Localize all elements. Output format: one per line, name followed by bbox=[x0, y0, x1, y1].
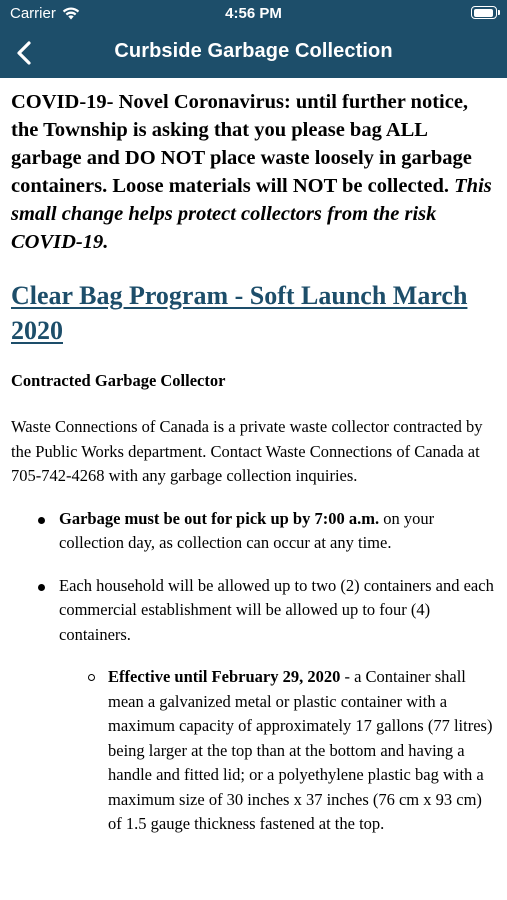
collector-paragraph: Waste Connections of Canada is a private waste collector contracted by the Public Works department. Contact Waste Connections of Canada at 705-742-4268 with any garbage collection inquiries. bbox=[11, 417, 483, 485]
list-item-text: Each household will be allowed up to two (2) containers and each commercial establishment will be allowed up to four (4) containers. bbox=[59, 575, 494, 644]
list-item bbox=[11, 507, 499, 556]
container-definition-list bbox=[11, 665, 499, 837]
status-bar bbox=[0, 0, 507, 28]
article-content bbox=[11, 88, 499, 837]
sub-list-item-bold: Effective until February 29, 2020 bbox=[108, 667, 341, 686]
sub-list-item-text: - a Container shall mean a galvanized metal or plastic container with a maximum capacity of approximately 17 gallons (77 litres) being larger at the top than at the bottom and having a handle and fitted lid; or a polyethylene plastic bag with a maximum size of 30 inches x 37 inches (76 cm x 93 cm) of 1.5 gauge thickness fastened at the top. bbox=[108, 667, 493, 833]
list-item-bold: Garbage must be out for pick up by 7:00 a.m. bbox=[59, 508, 380, 528]
bullet-circle bbox=[88, 674, 95, 681]
nav-bar bbox=[0, 28, 507, 78]
contracted-collector-heading: Contracted Garbage Collector bbox=[11, 371, 226, 390]
carrier-label: Carrier bbox=[10, 5, 56, 22]
battery-fill bbox=[474, 9, 493, 17]
list-item-text: on your collection day, as collection can occur at any time. bbox=[59, 508, 435, 552]
list-item bbox=[11, 574, 499, 648]
status-time: 4:56 PM bbox=[225, 5, 282, 22]
battery-icon bbox=[471, 6, 497, 19]
clear-bag-program-link[interactable]: Clear Bag Program - Soft Launch March 2020 bbox=[11, 281, 468, 345]
bullet-dot bbox=[38, 517, 45, 524]
sub-list-item bbox=[11, 665, 499, 837]
page-title: Curbside Garbage Collection bbox=[114, 40, 393, 62]
covid-notice-bold: COVID-19- Novel Coronavirus: until further notice, the Township is asking that you please bag ALL garbage and DO NOT place waste loosely in garbage containers. Loose materials will NOT be collected. bbox=[11, 91, 472, 197]
collection-rules-list bbox=[11, 507, 499, 648]
bullet-dot bbox=[38, 584, 45, 591]
covid-notice bbox=[11, 88, 499, 256]
covid-notice-italic: This small change helps protect collectors from the risk COVID-19. bbox=[11, 175, 492, 253]
